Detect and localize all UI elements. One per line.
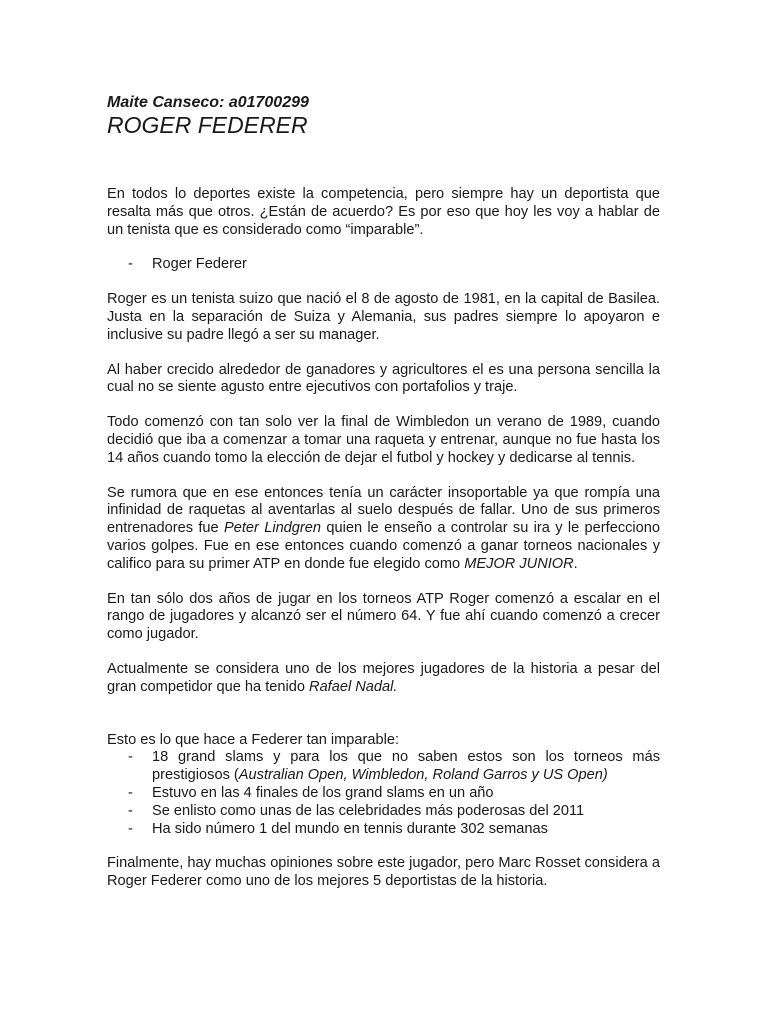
- paragraph-birth: Roger es un tenista suizo que nació el 8 de agosto de 1981, en la capital de Basilea. Justa en la separación de Suiza y Alemania, sus padres siempre lo apoyaron e inclusive su padre llegó a ser su manager.: [107, 291, 660, 343]
- list-item: [107, 803, 660, 821]
- award-name: MEJOR JUNIOR: [464, 555, 574, 572]
- list-item: [107, 785, 660, 803]
- dash-bullet: -: [128, 749, 133, 766]
- list-item: [107, 749, 660, 785]
- paragraph-text: Actualmente se considera uno de los mejores jugadores de la historia a pesar del gran competidor que ha tenido: [107, 660, 660, 695]
- dash-bullet: -: [128, 820, 133, 837]
- paragraph-text: Se rumora que en ese entonces tenía un carácter insoportable ya que rompía una infinidad de raquetas al aventarlas al suelo después de fallar. Uno de sus primeros entrenadores fue: [107, 484, 660, 537]
- coach-name: Peter Lindgren: [223, 520, 322, 537]
- document-title: ROGER FEDERER: [107, 112, 308, 138]
- paragraph-text: .: [573, 555, 578, 572]
- paragraph-coach: [107, 485, 660, 574]
- paragraph-text: quien le enseño a controlar su ira y le perfecciono varios golpes. Fue en ese entonces cuando comenzó a ganar torneos nacionales y califico para su primer ATP en donde fue elegido como: [107, 520, 660, 572]
- intro-list: [107, 256, 660, 274]
- paragraph-atp: En tan sólo dos años de jugar en los torneos ATP Roger comenzó a escalar en el rango de jugadores y alcanzó ser el número 64. Y fue ahí cuando comenzó a crecer como jugador.: [107, 590, 660, 643]
- list-item-text: Roger Federer: [152, 256, 247, 273]
- list-item-text: Estuvo en las 4 finales de los grand slams en un año: [152, 784, 494, 801]
- achievements-list: [107, 749, 660, 838]
- paragraph-upbringing: Al haber crecido alrededor de ganadores y agricultores el es una persona sencilla la cual no se siente agusto entre ejecutivos con portafolios y traje.: [107, 361, 660, 396]
- paragraph-intro: En todos lo deportes existe la competencia, pero siempre hay un deportista que resalta más que otros. ¿Están de acuerdo? Es por eso que hoy les voy a hablar de un tenista que es considerado como “imparable”.: [107, 186, 660, 238]
- document-body: [107, 93, 660, 891]
- list-item-text: Ha sido número 1 del mundo en tennis durante 302 semanas: [152, 820, 548, 837]
- author-line: Maite Canseco: a01700299: [107, 94, 309, 111]
- dash-bullet: -: [128, 784, 133, 801]
- list-item: [107, 821, 660, 839]
- list-item-text: 18 grand slams y para los que no saben estos son los torneos más prestigiosos (: [152, 749, 660, 784]
- tournament-names: Australian Open, Wimbledon, Roland Garros y US Open): [238, 767, 608, 784]
- paragraph-rival: [107, 661, 660, 697]
- paragraph-list-intro: Esto es lo que hace a Federer tan imparable:: [107, 731, 400, 748]
- paragraph-conclusion: Finalmente, hay muchas opiniones sobre este jugador, pero Marc Rosset considera a Roger Federer como uno de los mejores 5 deportistas de la historia.: [107, 855, 660, 890]
- list-item-text: Se enlisto como unas de las celebridades más poderosas del 2011: [152, 802, 585, 819]
- rival-name: Rafael Nadal.: [309, 678, 398, 695]
- dash-bullet: -: [128, 256, 133, 273]
- paragraph-beginnings: Todo comenzó con tan solo ver la final de Wimbledon un verano de 1989, cuando decidió que iba a comenzar a tomar una raqueta y entrenar, aunque no fue hasta los 14 años cuando tomo la elección de dejar el futbol y hockey y dedicarse al tennis.: [107, 414, 660, 466]
- list-item: [107, 256, 660, 274]
- dash-bullet: -: [128, 802, 133, 819]
